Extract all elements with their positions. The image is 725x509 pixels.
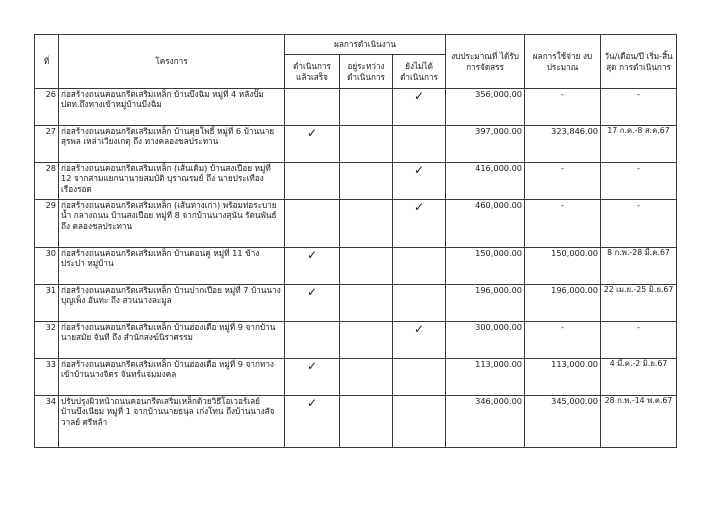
check-mark-icon: ✓ (413, 163, 425, 177)
period: 8 ก.พ.-28 มี.ค.67 (601, 248, 677, 285)
budget-allocated: 460,000.00 (446, 200, 525, 248)
row-number: 28 (35, 163, 59, 200)
project-table (34, 34, 677, 448)
status-not-started-cell (393, 285, 446, 322)
budget-allocated: 346,000.00 (446, 396, 525, 448)
budget-spent: - (525, 89, 601, 126)
budget-spent: 150,000.00 (525, 248, 601, 285)
check-mark-icon: ✓ (306, 359, 318, 373)
period: 28 ก.พ.-14 พ.ค.67 (601, 396, 677, 448)
check-mark-icon: ✓ (306, 126, 318, 140)
check-mark-icon: ✓ (306, 285, 318, 299)
budget-allocated: 196,000.00 (446, 285, 525, 322)
status-in-progress-cell (340, 200, 393, 248)
project-name: ก่อสร้างถนนคอนกรีตเสริมเหล็ก บ้านบึงฉิม หมู่ที่ 4 หลังปั๊ม ปตท.ถึงทางเข้าหมู่บ้านบึงฉิม (59, 89, 285, 126)
status-done-cell (285, 89, 340, 126)
status-done-cell (285, 126, 340, 163)
budget-spent: - (525, 322, 601, 359)
status-done-cell (285, 322, 340, 359)
header-result-group: ผลการดำเนินงาน (285, 35, 446, 55)
period: - (601, 200, 677, 248)
check-mark-icon: ✓ (413, 322, 425, 336)
project-name: ก่อสร้างถนนคอนกรีตเสริมเหล็ก บ้านฮ่องเดื่อ หมู่ที่ 9 จากทางเข้าบ้านนางจิตร จันทร์แจ่มมงคล (59, 359, 285, 396)
row-number: 32 (35, 322, 59, 359)
table-row (35, 200, 677, 248)
row-number: 33 (35, 359, 59, 396)
row-number: 27 (35, 126, 59, 163)
period: 17 ก.ค.-8 ส.ค.67 (601, 126, 677, 163)
header-budget-spent: ผลการใช้จ่าย งบประมาณ (525, 35, 601, 89)
status-done-cell (285, 200, 340, 248)
row-number: 30 (35, 248, 59, 285)
status-done-cell (285, 396, 340, 448)
status-not-started-cell (393, 248, 446, 285)
status-in-progress-cell (340, 322, 393, 359)
status-in-progress-cell (340, 163, 393, 200)
budget-allocated: 300,000.00 (446, 322, 525, 359)
row-number: 26 (35, 89, 59, 126)
budget-allocated: 150,000.00 (446, 248, 525, 285)
header-budget-allocated: งบประมาณที่ ได้รับการจัดสรร (446, 35, 525, 89)
status-done-cell (285, 359, 340, 396)
status-not-started-cell (393, 89, 446, 126)
budget-allocated: 356,000.00 (446, 89, 525, 126)
table-row (35, 359, 677, 396)
budget-spent: 113,000.00 (525, 359, 601, 396)
budget-allocated: 416,000.00 (446, 163, 525, 200)
project-name: ก่อสร้างถนนคอนกรีตเสริมเหล็ก (เส้นเดิม) บ้านสงเปือย หมู่ที่ 12 จากสามแยกนานายสมบัติ บุราณรมย์ ถึง นายประเทือง เรืองรอด (59, 163, 285, 200)
project-name: ก่อสร้างถนนคอนกรีตเสริมเหล็ก (เส้นทางเก่า) พร้อมท่อระบายน้ำ กลางถนน บ้านสงเปือย หมู่ที่ 8 จากบ้านนางสุนัน รัตนพันธ์ ถึง คลองชลประทาน (59, 200, 285, 248)
row-number: 29 (35, 200, 59, 248)
table-row (35, 285, 677, 322)
status-not-started-cell (393, 322, 446, 359)
status-done-cell (285, 285, 340, 322)
budget-allocated: 113,000.00 (446, 359, 525, 396)
status-in-progress-cell (340, 396, 393, 448)
check-mark-icon: ✓ (413, 89, 425, 103)
status-done-cell (285, 163, 340, 200)
table-row (35, 126, 677, 163)
budget-spent: 196,000.00 (525, 285, 601, 322)
row-number: 31 (35, 285, 59, 322)
header-done: ดำเนินการ แล้วเสร็จ (285, 55, 340, 89)
project-name: ปรับปรุงผิวหน้าถนนคอนกรีตเสริมเหล็กด้วยวิธีโอเวอร์เลย์ บ้านบึงเนียม หมู่ที่ 1 จากบ้านนายธนุล เก่งโทน ถึงบ้านนางสัจวาลย์ ศรีหล้า (59, 396, 285, 448)
table-body (35, 89, 677, 448)
header-no: ที่ (35, 35, 59, 89)
project-name: ก่อสร้างถนนคอนกรีตเสริมเหล็ก บ้านคุยโพธิ์ หมู่ที่ 6 บ้านนายสุรพล เหล่าเวียงเกตุ ถึง ทางคลองชลประทาน (59, 126, 285, 163)
status-in-progress-cell (340, 359, 393, 396)
header-period: วัน/เดือน/ปี เริ่ม-สิ้นสุด การดำเนินการ (601, 35, 677, 89)
table-row (35, 163, 677, 200)
status-in-progress-cell (340, 89, 393, 126)
period: 4 มี.ค.-2 มิ.ย.67 (601, 359, 677, 396)
budget-spent: 323,846.00 (525, 126, 601, 163)
status-not-started-cell (393, 200, 446, 248)
header-in-progress: อยู่ระหว่าง ดำเนินการ (340, 55, 393, 89)
header-project: โครงการ (59, 35, 285, 89)
project-name: ก่อสร้างถนนคอนกรีตเสริมเหล็ก บ้านฮ่องเดื่อ หมู่ที่ 9 จากบ้านนายสมัย จันที ถึง สำนักสงฆ์นิราศรรม (59, 322, 285, 359)
status-not-started-cell (393, 126, 446, 163)
budget-spent: 345,000.00 (525, 396, 601, 448)
period: - (601, 322, 677, 359)
period: 22 เม.ย.-25 มิ.ย.67 (601, 285, 677, 322)
project-name: ก่อสร้างถนนคอนกรีตเสริมเหล็ก บ้านดอนคู่ หมู่ที่ 11 ข้างประปา หมู่บ้าน (59, 248, 285, 285)
status-not-started-cell (393, 359, 446, 396)
status-done-cell (285, 248, 340, 285)
table-row (35, 396, 677, 448)
row-number: 34 (35, 396, 59, 448)
header-not-started: ยังไม่ได้ ดำเนินการ (393, 55, 446, 89)
status-not-started-cell (393, 163, 446, 200)
status-in-progress-cell (340, 248, 393, 285)
status-not-started-cell (393, 396, 446, 448)
budget-spent: - (525, 163, 601, 200)
table-row (35, 248, 677, 285)
check-mark-icon: ✓ (306, 248, 318, 262)
table-row (35, 89, 677, 126)
project-name: ก่อสร้างถนนคอนกรีตเสริมเหล็ก บ้านปากเปือย หมู่ที่ 7 บ้านนางบุญเพ็ง อันทะ ถึง สวนนางละมูล (59, 285, 285, 322)
check-mark-icon: ✓ (306, 396, 318, 410)
period: - (601, 163, 677, 200)
status-in-progress-cell (340, 126, 393, 163)
check-mark-icon: ✓ (413, 200, 425, 214)
budget-spent: - (525, 200, 601, 248)
budget-allocated: 397,000.00 (446, 126, 525, 163)
table-row (35, 322, 677, 359)
period: - (601, 89, 677, 126)
status-in-progress-cell (340, 285, 393, 322)
